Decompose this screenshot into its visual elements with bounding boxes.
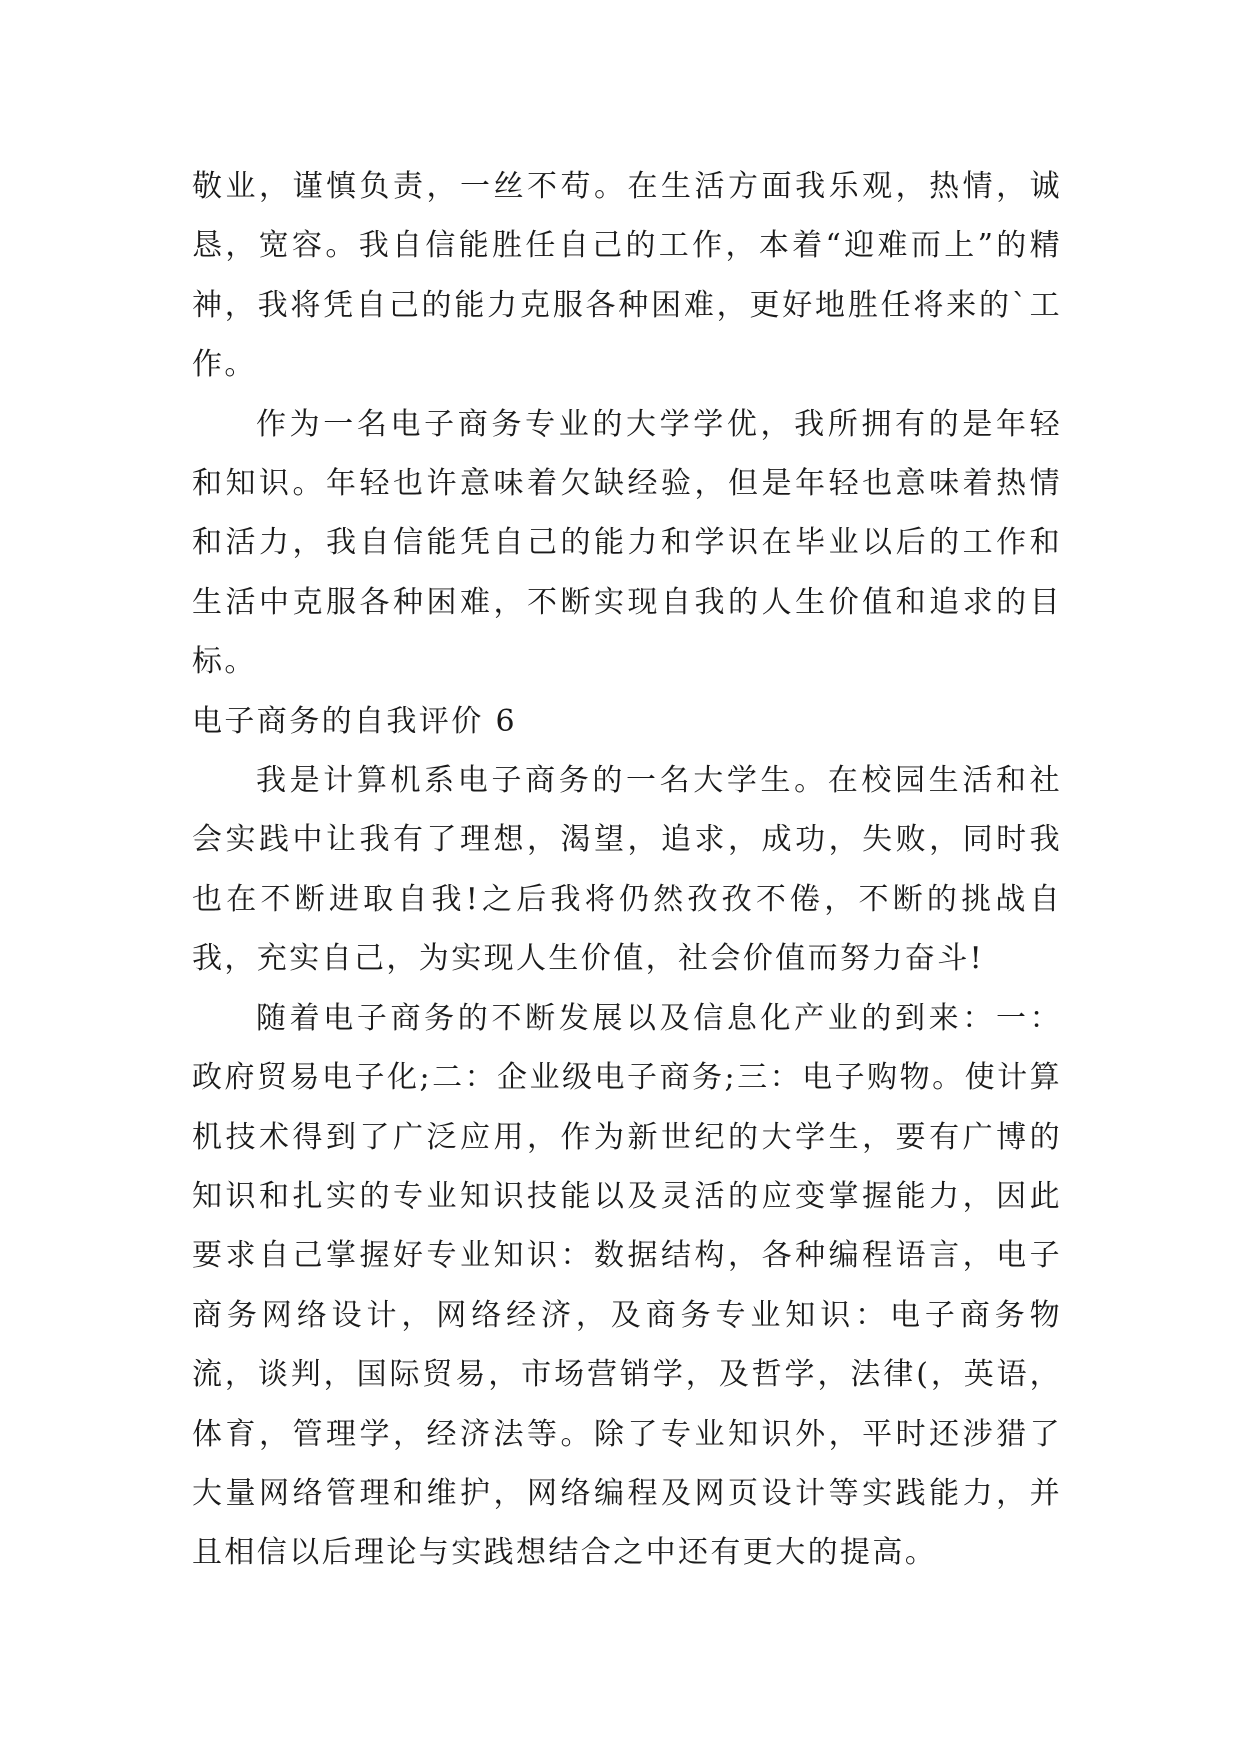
paragraph-youth-knowledge: 作为一名电子商务专业的大学学优，我所拥有的是年轻和知识。年轻也许意味着欠缺经验，但是年轻也意味着热情和活力，我自信能凭自己的能力和学识在毕业以后的工作和生活中克服各种困难，不断实现自我的人生价值和追求的目标。 xyxy=(192,406,1062,680)
document-body xyxy=(192,157,1062,1583)
paragraph-ecommerce-skills: 随着电子商务的不断发展以及信息化产业的到来：一：政府贸易电子化;二：企业级电子商务;三：电子购物。使计算机技术得到了广泛应用，作为新世纪的大学生，要有广博的知识和扎实的专业知识技能以及灵活的应变掌握能力，因此要求自己掌握好专业知识：数据结构，各种编程语言，电子商务网络设计，网络经济，及商务专业知识：电子商务物流，谈判，国际贸易，市场营销学，及哲学，法律(，英语，体育，管理学，经济法等。除了专业知识外，平时还涉猎了大量网络管理和维护，网络编程及网页设计等实践能力，并且相信以后理论与实践想结合之中还有更大的提高。 xyxy=(192,1000,1062,1571)
paragraph-introduction: 我是计算机系电子商务的一名大学生。在校园生活和社会实践中让我有了理想，渴望，追求，成功，失败，同时我也在不断进取自我!之后我将仍然孜孜不倦，不断的挑战自我，充实自己，为实现人生价值，社会价值而努力奋斗! xyxy=(192,763,1062,977)
section-heading: 电子商务的自我评价 6 xyxy=(192,703,518,739)
paragraph-diligence: 敬业，谨慎负责，一丝不苟。在生活方面我乐观，热情，诚恳，宽容。我自信能胜任自己的工作，本着“迎难而上”的精神，我将凭自己的能力克服各种困难，更好地胜任将来的`工作。 xyxy=(192,169,1062,383)
